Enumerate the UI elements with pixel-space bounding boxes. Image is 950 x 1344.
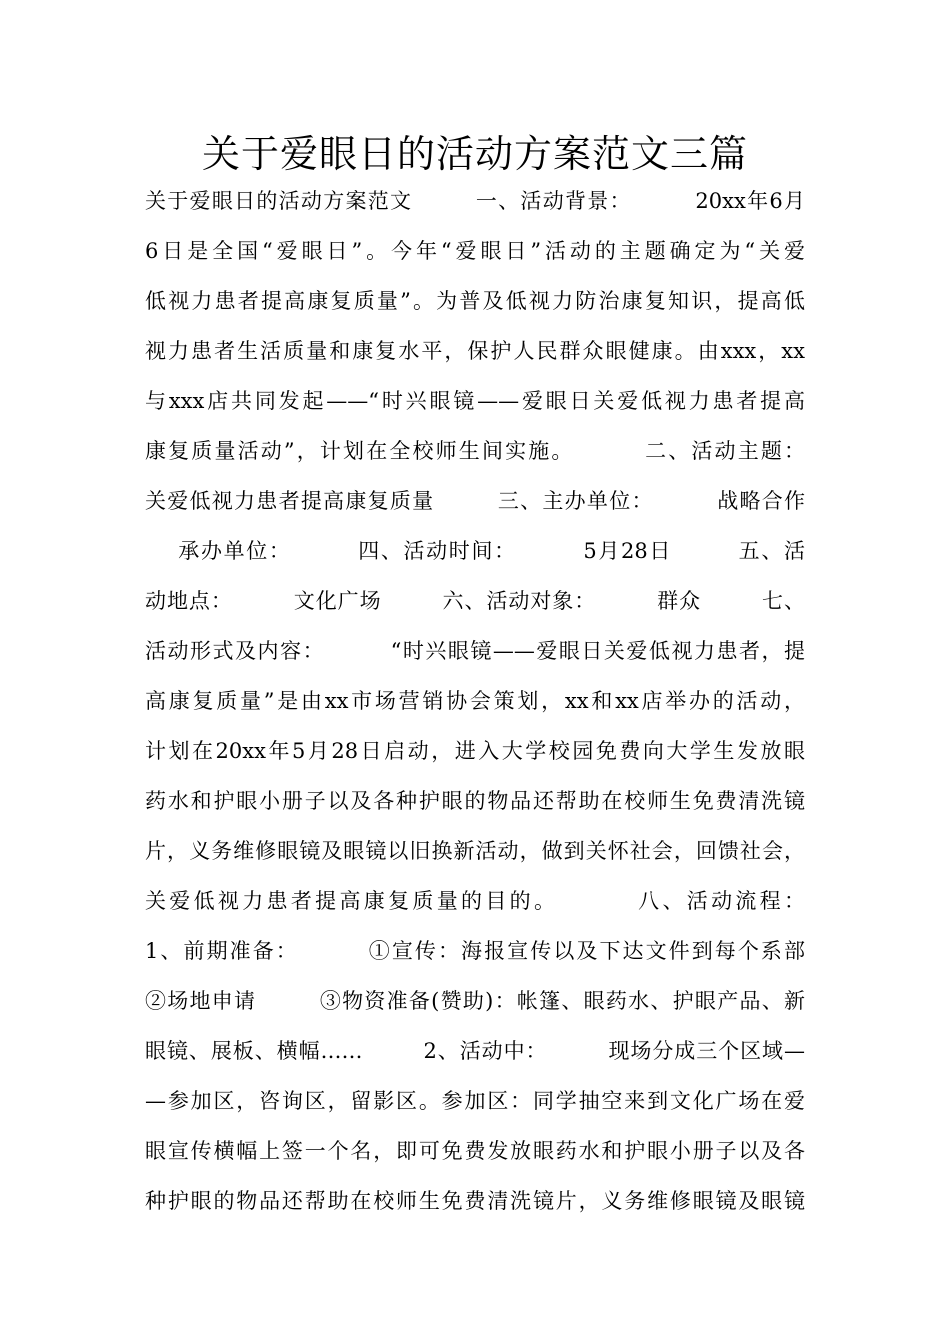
body-line: 眼镜、展板、横幅…… 2、活动中： 现场分成三个区域—	[145, 1039, 805, 1063]
body-line: 6日是全国“爱眼日”。今年“爱眼日”活动的主题确定为“关爱	[145, 239, 805, 263]
body-line: 药水和护眼小册子以及各种护眼的物品还帮助在校师生免费清洗镜	[145, 789, 805, 813]
body-line: 关爱低视力患者提高康复质量 三、主办单位： 战略合作	[145, 489, 805, 513]
body-line: 承办单位： 四、活动时间： 5月28日 五、活	[145, 539, 805, 563]
body-line: ②场地申请 ③物资准备(赞助)：帐篷、眼药水、护眼产品、新	[145, 989, 805, 1013]
body-line: 与xxx店共同发起——“时兴眼镜——爱眼日关爱低视力患者提高	[145, 389, 805, 413]
body-line: 1、前期准备： ①宣传：海报宣传以及下达文件到每个系部	[145, 939, 805, 963]
body-line: 康复质量活动”，计划在全校师生间实施。 二、活动主题：	[145, 439, 805, 463]
body-line: 计划在20xx年5月28日启动，进入大学校园免费向大学生发放眼	[145, 739, 805, 763]
body-line: 种护眼的物品还帮助在校师生免费清洗镜片，义务维修眼镜及眼镜	[145, 1189, 805, 1213]
body-line: 视力患者生活质量和康复水平，保护人民群众眼健康。由xxx，xx	[145, 339, 805, 363]
body-line: 关于爱眼日的活动方案范文 一、活动背景： 20xx年6月	[145, 189, 805, 213]
document-title: 关于爱眼日的活动方案范文三篇	[201, 132, 748, 176]
body-line: 活动形式及内容： “时兴眼镜——爱眼日关爱低视力患者，提	[145, 639, 805, 663]
body-line: 动地点： 文化广场 六、活动对象： 群众 七、	[145, 589, 805, 613]
body-line: —参加区，咨询区，留影区。参加区：同学抽空来到文化广场在爱	[145, 1089, 805, 1113]
document-body	[145, 176, 805, 1226]
body-line: 关爱低视力患者提高康复质量的目的。 八、活动流程：	[145, 889, 805, 913]
body-line: 高康复质量”是由xx市场营销协会策划，xx和xx店举办的活动，	[145, 689, 805, 713]
body-line: 眼宣传横幅上签一个名，即可免费发放眼药水和护眼小册子以及各	[145, 1139, 805, 1163]
body-line: 低视力患者提高康复质量”。为普及低视力防治康复知识，提高低	[145, 289, 805, 313]
body-line: 片，义务维修眼镜及眼镜以旧换新活动，做到关怀社会，回馈社会，	[145, 839, 805, 863]
